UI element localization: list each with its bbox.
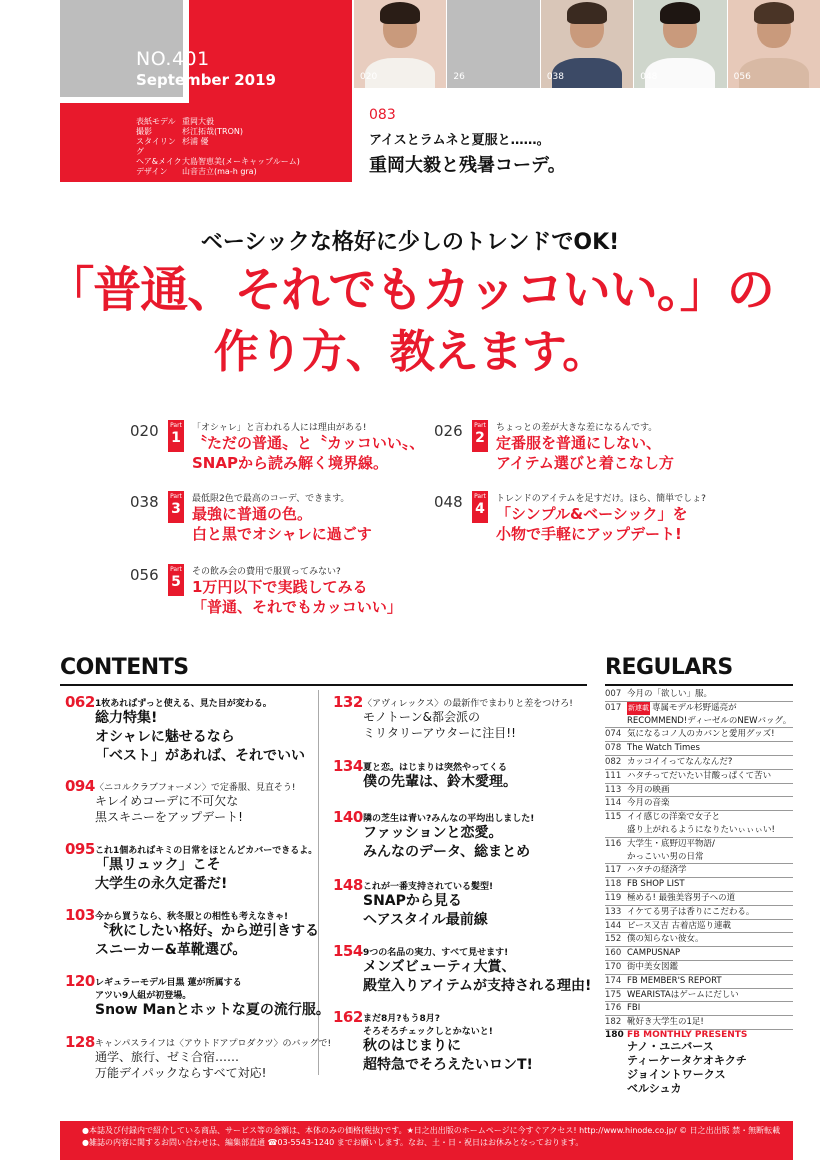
contents-lead: 夏と恋。はじまりは突然やってくる bbox=[363, 763, 508, 773]
contents-lead: 9つの名品の実力、すべて見せます! bbox=[363, 948, 509, 958]
cover-credits bbox=[136, 117, 300, 177]
contents-page: 154 bbox=[333, 942, 363, 960]
contents-page: 062 bbox=[65, 693, 95, 711]
regulars-item[interactable] bbox=[605, 864, 793, 878]
regulars-heading: REGULARS bbox=[605, 655, 733, 680]
regulars-page: 182 bbox=[605, 1017, 622, 1028]
regulars-page: 170 bbox=[605, 961, 622, 972]
presents-page: 180 bbox=[605, 1030, 624, 1040]
contents-page: 132 bbox=[333, 693, 363, 711]
contents-heading: CONTENTS bbox=[60, 655, 189, 680]
regulars-item[interactable] bbox=[605, 1016, 793, 1030]
regulars-item[interactable] bbox=[605, 920, 793, 934]
regulars-title: ハタチの経済学 bbox=[627, 865, 687, 876]
contents-title: 殿堂入りアイテムが支持される理由! bbox=[363, 978, 592, 994]
part-page: 048 bbox=[434, 493, 463, 511]
part-title: 白と黒でオシャレに過ごす bbox=[192, 525, 372, 543]
contents-lead: まだ8月?もう8月? そろそろチェックしとかないと! bbox=[363, 1014, 493, 1037]
thumbnail-page: 056 bbox=[733, 72, 751, 82]
regulars-title: 僕の知らない彼女。 bbox=[627, 934, 704, 945]
contents-page: 140 bbox=[333, 808, 363, 826]
thumbnail-page: 038 bbox=[546, 72, 564, 82]
part-page: 056 bbox=[130, 566, 159, 584]
presents-heading: FB MONTHLY PRESENTS bbox=[627, 1030, 748, 1040]
part-title: 「シンプル&ベーシック」を bbox=[496, 505, 688, 523]
regulars-title: ハタチってだいたい甘酸っぱくて苦い bbox=[627, 770, 772, 781]
feature-title-line1: 「普通、それでもカッコいい。」の bbox=[46, 262, 774, 318]
issue-month: September 2019 bbox=[136, 71, 276, 89]
regulars-title: ピース又吉 古着店巡り連載 bbox=[627, 920, 731, 931]
part-badge: Part 2 bbox=[472, 420, 488, 452]
contents-title: モノトーン&都会派の bbox=[363, 710, 480, 724]
regulars-page: 175 bbox=[605, 989, 622, 1000]
presents-item: ジョイントワークス bbox=[627, 1068, 726, 1081]
credit-name: 山音吉立(ma-h gra) bbox=[182, 167, 257, 176]
regulars-title: 今月の映画 bbox=[627, 784, 670, 795]
contents-title: オシャレに魅せるなら bbox=[95, 729, 235, 745]
photo-thumbnail[interactable] bbox=[353, 0, 446, 88]
photo-thumbnail[interactable] bbox=[446, 0, 539, 88]
regulars-page: 082 bbox=[605, 756, 622, 767]
contents-lead: 〈ニコルクラブフォーメン〉で定番服、見直そう! bbox=[95, 783, 296, 793]
part-page: 038 bbox=[130, 493, 159, 511]
credit-role: 撮影 bbox=[136, 127, 152, 136]
regulars-page: 113 bbox=[605, 784, 622, 795]
regulars-item[interactable] bbox=[605, 906, 793, 920]
part-badge: Part 3 bbox=[168, 491, 184, 523]
contents-page: 120 bbox=[65, 972, 95, 990]
photo-thumbnail-strip bbox=[353, 0, 820, 88]
regulars-page: 133 bbox=[605, 906, 622, 917]
regulars-title: カッコイイってなんなんだ? bbox=[627, 756, 733, 767]
thumbnail-page: 048 bbox=[640, 72, 658, 82]
contents-title: 超特急でそろえたいロンT! bbox=[363, 1057, 533, 1073]
contents-title: スニーカー&革靴選び。 bbox=[95, 942, 247, 958]
part-lead: 最低限2色で最高のコーデ、できます。 bbox=[192, 494, 350, 504]
regulars-item[interactable] bbox=[605, 797, 793, 811]
contents-lead: 隣の芝生は青い?みんなの平均出しました! bbox=[363, 814, 535, 824]
credit-name: 杉江拓哉(TRON) bbox=[182, 127, 243, 136]
regulars-page: 119 bbox=[605, 892, 622, 903]
photo-thumbnail[interactable] bbox=[540, 0, 633, 88]
thumbnail-page: 26 bbox=[453, 72, 465, 82]
credit-name: 杉浦 優 bbox=[182, 137, 209, 146]
part-page: 026 bbox=[434, 422, 463, 440]
part-title: 最強に普通の色。 bbox=[192, 505, 313, 523]
photo-thumbnail[interactable] bbox=[633, 0, 726, 88]
regulars-item[interactable] bbox=[605, 933, 793, 947]
footer-notice bbox=[60, 1121, 793, 1160]
contents-title: 「ベスト」があれば、それでいい bbox=[95, 748, 305, 764]
regulars-title: 極める! 最強美容男子への道 bbox=[627, 892, 736, 903]
contents-lead: これ1個あればキミの日常をほとんどカバーできるよ。 bbox=[95, 846, 318, 856]
regulars-page: 174 bbox=[605, 975, 622, 986]
regulars-title: CAMPUSNAP bbox=[627, 948, 681, 959]
regulars-page: 118 bbox=[605, 879, 622, 890]
cover-story-page: 083 bbox=[369, 107, 396, 123]
regulars-item[interactable] bbox=[605, 989, 793, 1003]
credit-name: 重岡大毅 bbox=[182, 117, 214, 126]
regulars-title: 今月の「欲しい」服。 bbox=[627, 689, 713, 699]
contents-page: 103 bbox=[65, 906, 95, 924]
credit-role: ヘア&メイク bbox=[136, 157, 182, 166]
part-title: SNAPから読み解く境界線。 bbox=[192, 454, 388, 472]
part-badge: Part 4 bbox=[472, 491, 488, 523]
regulars-page: 116 bbox=[605, 838, 622, 849]
part-title: アイテム選びと着こなし方 bbox=[496, 454, 674, 472]
contents-divider bbox=[60, 684, 587, 686]
cover-story-title: 重岡大毅と残暑コーデ。 bbox=[369, 155, 566, 176]
regulars-item[interactable] bbox=[605, 838, 793, 865]
regulars-item[interactable] bbox=[605, 892, 793, 906]
contents-title: Snow Manとホットな夏の流行服。 bbox=[95, 1002, 330, 1018]
regulars-title: 靴好き大学生の1足! bbox=[627, 1017, 704, 1028]
regulars-item[interactable] bbox=[605, 811, 793, 838]
regulars-title: 今月の音楽 bbox=[627, 798, 670, 809]
part-page: 020 bbox=[130, 422, 159, 440]
regulars-item[interactable] bbox=[605, 1002, 793, 1016]
footer-line: ●本誌及び付録内で紹介している商品、サービス等の金額は、本体のみの価格(税抜)です。★日之出出版のホームページに今すぐアクセス! http://www.hinode.co.jp/ © 日之出出版 禁・無断転載 bbox=[82, 1126, 781, 1135]
contents-title: 万能デイパックならすべて対応! bbox=[95, 1066, 267, 1080]
contents-lead: 〈アヴィレックス〉の最新作でまわりと差をつけろ! bbox=[363, 699, 573, 709]
regulars-item[interactable] bbox=[605, 784, 793, 798]
regulars-item[interactable] bbox=[605, 770, 793, 784]
credit-role: 表紙モデル bbox=[136, 117, 176, 126]
regulars-page: 152 bbox=[605, 934, 622, 945]
regulars-item[interactable] bbox=[605, 947, 793, 961]
new-series-badge: 新連載 bbox=[627, 702, 650, 715]
regulars-title: The Watch Times bbox=[627, 743, 700, 754]
regulars-divider bbox=[605, 684, 793, 686]
part-lead: ちょっとの差が大きな差になるんです。 bbox=[496, 423, 658, 433]
credit-role: スタイリング bbox=[136, 137, 176, 156]
part-lead: その飲み会の費用で服買ってみない? bbox=[192, 567, 341, 577]
part-lead: 「オシャレ」と言われる人には理由がある! bbox=[192, 423, 367, 433]
contents-title: キレイめコーデに不可欠な bbox=[95, 794, 239, 808]
contents-lead: 1枚あればずっと使える、見た目が変わる。 bbox=[95, 699, 272, 709]
contents-title: 大学生の永久定番だ! bbox=[95, 876, 228, 892]
contents-lead: これが一番支持されている髪型! bbox=[363, 882, 494, 892]
regulars-item[interactable] bbox=[605, 742, 793, 756]
presents-item: ベルシュカ bbox=[627, 1082, 682, 1095]
contents-lead: 今から買うなら、秋冬服との相性も考えなきゃ! bbox=[95, 912, 289, 922]
feature-title-line2: 作り方、教えます。 bbox=[213, 325, 607, 378]
part-title: 小物で手軽にアップデート! bbox=[496, 525, 682, 543]
contents-title: 総力特集! bbox=[95, 710, 158, 726]
contents-title: SNAPから見る bbox=[363, 893, 462, 909]
contents-title: みんなのデータ、総まとめ bbox=[363, 844, 531, 860]
contents-title: 「黒リュック」こそ bbox=[95, 857, 221, 873]
cover-story[interactable] bbox=[369, 107, 566, 177]
feature-subtitle: ベーシックな格好に少しのトレンドでOK! bbox=[200, 230, 620, 255]
regulars-list bbox=[605, 688, 793, 1030]
credit-role: デザイン bbox=[136, 167, 168, 176]
regulars-page: 074 bbox=[605, 729, 622, 740]
regulars-title: FBI bbox=[627, 1003, 641, 1014]
contents-lead: レギュラーモデル目黒 蓮が所属する アツい9人組が初登場。 bbox=[95, 978, 242, 1001]
contents-page: 128 bbox=[65, 1033, 95, 1051]
regulars-item[interactable] bbox=[605, 728, 793, 742]
regulars-page: 017 bbox=[605, 702, 622, 713]
contents-title: ヘアスタイル最前線 bbox=[363, 912, 488, 928]
regulars-page: 007 bbox=[605, 689, 622, 699]
cover-story-subtitle: アイスとラムネと夏服と……。 bbox=[369, 133, 550, 148]
part-title: 〝ただの普通〟と〝カッコいい〟、 bbox=[192, 434, 425, 452]
part-badge: Part 1 bbox=[168, 420, 184, 452]
regulars-page: 117 bbox=[605, 865, 622, 876]
regulars-page: 115 bbox=[605, 812, 622, 823]
contents-page: 095 bbox=[65, 840, 95, 858]
contents-title: ファッションと恋愛。 bbox=[363, 825, 503, 841]
part-title: 「普通、それでもカッコいい」 bbox=[192, 598, 402, 616]
regulars-page: 176 bbox=[605, 1003, 622, 1014]
regulars-page: 111 bbox=[605, 770, 622, 781]
contents-lead: キャンパスライフは〈アウトドアプロダクツ〉のバッグで! bbox=[95, 1039, 332, 1049]
regulars-page: 144 bbox=[605, 920, 622, 931]
regulars-item[interactable] bbox=[605, 756, 793, 770]
contents-page: 134 bbox=[333, 757, 363, 775]
regulars-page: 114 bbox=[605, 798, 622, 809]
regulars-title: イイ感じの洋楽で女子と 盛り上がれるようになりたいぃぃぃい! bbox=[627, 812, 775, 835]
contents-title: 黒スキニーをアップデート! bbox=[95, 810, 243, 824]
contents-title: 〝秋にしたい格好〟から逆引きする bbox=[95, 923, 319, 939]
regulars-title: WEARISTAはゲームにだしい bbox=[627, 989, 739, 1000]
contents-title: メンズビューティ大賞、 bbox=[363, 959, 516, 975]
contents-title: ミリタリーアウターに注目!! bbox=[363, 726, 516, 740]
part-badge: Part 5 bbox=[168, 564, 184, 596]
regulars-title: FB SHOP LIST bbox=[627, 879, 685, 890]
regulars-title: 専属モデル杉野遥亮が RECOMMEND!ディーゼルのNEWバッグ。 bbox=[627, 702, 792, 726]
regulars-item[interactable] bbox=[605, 878, 793, 892]
part-lead: トレンドのアイテムを足すだけ。ほら、簡単でしょ? bbox=[496, 494, 706, 504]
part-title: 定番服を普通にしない、 bbox=[496, 434, 662, 452]
regulars-title: 気になるコノ人のカバンと愛用グッズ! bbox=[627, 729, 775, 740]
regulars-title: イケてる男子は香りにこだわる。 bbox=[627, 906, 755, 917]
regulars-title: FB MEMBER'S REPORT bbox=[627, 975, 722, 986]
monthly-presents[interactable] bbox=[605, 1030, 793, 1096]
regulars-page: 078 bbox=[605, 743, 622, 754]
contents-page: 094 bbox=[65, 777, 95, 795]
part-title: 1万円以下で実践してみる bbox=[192, 578, 368, 596]
footer-line: ●雑誌の内容に関するお問い合わせは、編集部直通 ☎03-5543-1240 までお願いします。なお、土・日・祝日はお休みとなっております。 bbox=[82, 1138, 584, 1147]
issue-number: NO.401 bbox=[136, 48, 210, 70]
contents-page: 162 bbox=[333, 1008, 363, 1026]
contents-title: 秋のはじまりに bbox=[363, 1038, 461, 1054]
thumbnail-page: 020 bbox=[360, 72, 378, 82]
contents-title: 僕の先輩は、鈴木愛理。 bbox=[363, 774, 517, 790]
regulars-item[interactable] bbox=[605, 975, 793, 989]
credit-name: 大島智恵美(メーキャップルーム) bbox=[182, 157, 300, 166]
contents-title: 通学、旅行、ゼミ合宿…… bbox=[95, 1050, 240, 1064]
contents-page: 148 bbox=[333, 876, 363, 894]
regulars-title: 大学生・底野辺平物語/ かっこいい男の日常 bbox=[627, 838, 715, 862]
regulars-item[interactable] bbox=[605, 688, 793, 702]
photo-thumbnail[interactable] bbox=[727, 0, 820, 88]
regulars-item[interactable] bbox=[605, 961, 793, 975]
presents-item: ティーケータケオキクチ bbox=[627, 1054, 747, 1067]
presents-item: ナノ・ユニバース bbox=[627, 1040, 714, 1053]
regulars-page: 160 bbox=[605, 948, 622, 959]
regulars-title: 街中美女図鑑 bbox=[627, 961, 679, 972]
regulars-item[interactable] bbox=[605, 702, 793, 729]
